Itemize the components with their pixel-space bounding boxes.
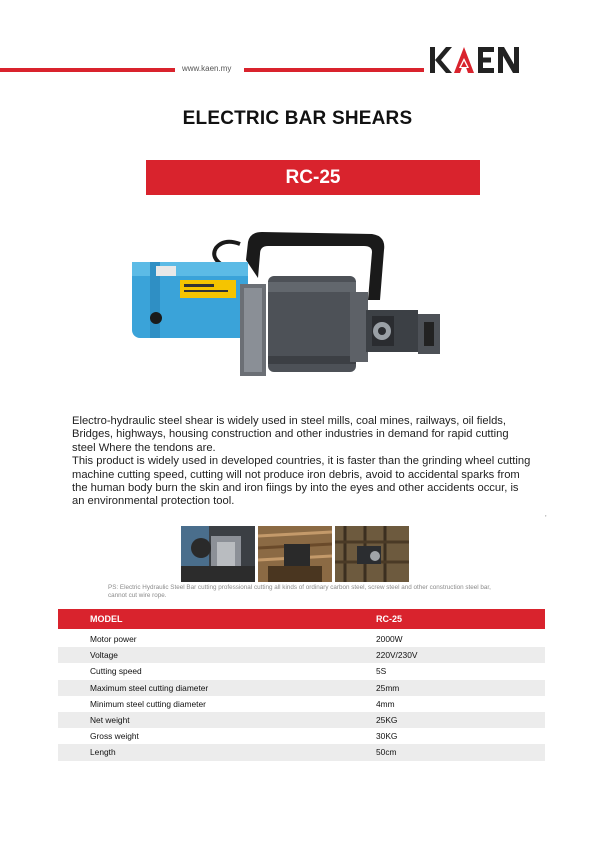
spec-label: Gross weight (90, 731, 139, 742)
usage-photo-1 (181, 526, 255, 582)
spec-value: 220V/230V (376, 650, 418, 661)
page-title: ELECTRIC BAR SHEARS (182, 108, 413, 129)
spec-label: Maximum steel cutting diameter (90, 682, 209, 693)
usage-photos (181, 526, 409, 582)
spec-label: Length (90, 747, 116, 758)
spec-row-voltage (58, 647, 545, 663)
spec-row-motor-power (58, 631, 545, 647)
spec-row-gross-weight (58, 728, 545, 744)
spec-value: 5S (376, 666, 387, 677)
model-banner: RC-25 (146, 160, 480, 195)
header-rule-left (0, 68, 175, 72)
spec-row-cutting-speed (58, 663, 545, 679)
usage-photo-2 (258, 526, 332, 582)
usage-photo-3 (335, 526, 409, 582)
spec-label: Cutting speed (90, 666, 142, 677)
spec-row-max-diameter (58, 680, 545, 696)
spec-label: Voltage (90, 650, 118, 661)
spec-row-length (58, 744, 545, 760)
spec-table (58, 631, 545, 761)
spec-value: 2000W (376, 634, 403, 644)
spec-label: Net weight (90, 714, 130, 725)
kaen-logo (430, 44, 525, 76)
product-image (128, 218, 460, 398)
spec-label: Motor power (90, 634, 137, 644)
spec-table-header (58, 609, 545, 629)
spec-value: 50cm (376, 747, 397, 758)
spec-row-min-diameter (58, 696, 545, 712)
spec-value: 25KG (376, 714, 398, 725)
website-url[interactable]: www.kaen.my (182, 64, 232, 73)
ps-note: PS: Electric Hydraulic Steel Bar cutting professional cutting all kinds of ordinary carbon steel, screw steel and other construction steel bar, cannot cut wire rope. (108, 584, 491, 599)
spec-header-label: MODEL (90, 614, 123, 624)
product-description (72, 415, 532, 509)
spec-value: 25mm (376, 682, 400, 693)
stray-mark: , (545, 512, 547, 518)
description-paragraph-2: This product is widely used in developed countries, it is faster than the grinding wheel cutting machine cutting speed, cutting will not produce iron debris, avoid to accidental sparks from the human body burn the skin and iron fiings by into the eyes and other accidents occur, is an environmental protection tool. (72, 455, 531, 508)
spec-value: 30KG (376, 731, 398, 742)
header-rule-right (244, 68, 424, 72)
spec-header-value: RC-25 (376, 614, 403, 624)
spec-value: 4mm (376, 698, 395, 709)
description-paragraph-1: Electro-hydraulic steel shear is widely used in steel mills, coal mines, railways, oil fields, Bridges, highways, housing construction and other industries in demand for rapid cutting steel Where the tendons are. (72, 415, 509, 454)
spec-label: Minimum steel cutting diameter (90, 698, 206, 709)
spec-row-net-weight (58, 712, 545, 728)
